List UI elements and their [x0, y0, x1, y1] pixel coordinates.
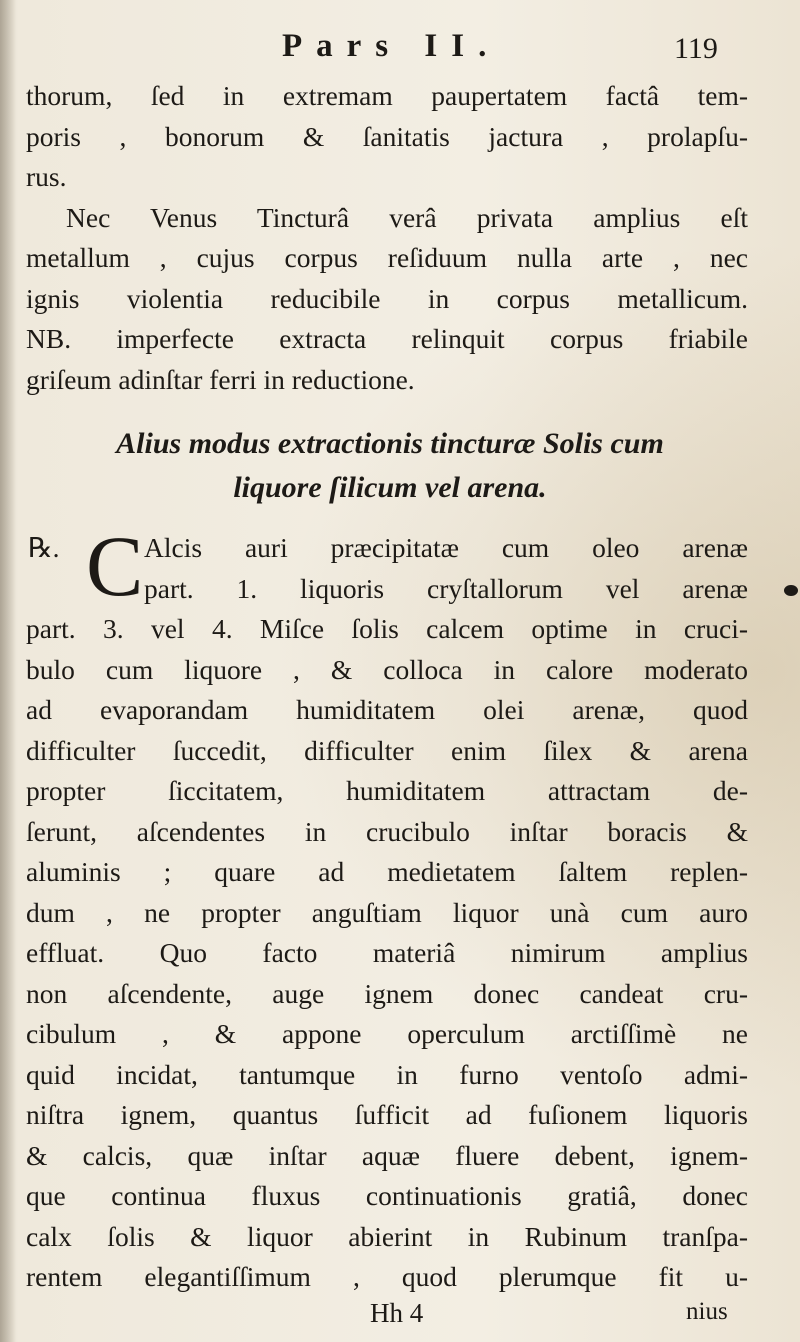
- heading-line-2: liquore ſilicum vel arena.: [233, 471, 547, 504]
- text-line: ſerunt, aſcendentes in crucibulo inſtar boracis &: [26, 815, 748, 847]
- text-line: NB. imperfecte extracta relinquit corpus friabile: [26, 323, 748, 354]
- recipe-opening: [26, 518, 748, 614]
- text-line: rentem elegantiſſimum , quod plerumque fit u-: [26, 1261, 748, 1292]
- catchword: nius: [686, 1298, 728, 1325]
- text-line: poris , bonorum & ſanitatis jactura , prolapſu-: [26, 120, 748, 152]
- text-line: ignis violentia reducibile in corpus metallicum.: [26, 282, 748, 314]
- text-line: Nec Venus Tincturâ verâ privata amplius eſt: [66, 201, 748, 233]
- recipe-paragraph: [26, 518, 748, 1298]
- text-line: aluminis ; quare ad medietatem ſaltem replen-: [26, 856, 748, 887]
- text-line: Alcis auri præcipitatæ cum oleo arenæ: [144, 532, 748, 563]
- text-line: cibulum , & appone operculum arctiſſimè ne: [26, 1018, 748, 1049]
- ink-blot: [784, 585, 798, 596]
- paragraph-venus: [26, 198, 748, 401]
- text-line: difficulter ſuccedit, difficulter enim ſilex & arena: [26, 734, 748, 766]
- heading-line-1: Alius modus extractionis tincturæ Solis cum: [116, 427, 664, 460]
- text-line: propter ſiccitatem, humiditatem attractam de-: [26, 775, 748, 806]
- text-line: griſeum adinſtar ferri in reductione.: [26, 363, 415, 395]
- page-number: 119: [674, 32, 718, 65]
- text-line: part. 1. liquoris cryſtallorum vel arenæ: [144, 572, 748, 604]
- paragraph-continuation: [26, 76, 748, 198]
- text-line: metallum , cujus corpus reſiduum nulla arte , nec: [26, 242, 748, 273]
- text-line: niſtra ignem, quantus ſufficit ad fuſionem liquoris: [26, 1099, 748, 1130]
- recipe-symbol: ℞.: [28, 532, 60, 563]
- text-line: calx ſolis & liquor abierint in Rubinum tranſpa-: [26, 1220, 748, 1252]
- text-line: que continua fluxus continuationis gratiâ, donec: [26, 1180, 748, 1211]
- text-line: non aſcendente, auge ignem donec candeat cru-: [26, 977, 748, 1009]
- text-line: & calcis, quæ inſtar aquæ fluere debent, ignem-: [26, 1139, 748, 1171]
- text-line: bulo cum liquore , & colloca in calore moderato: [26, 653, 748, 685]
- text-line: rus.: [26, 161, 67, 192]
- running-head-title: Pars II.: [282, 28, 501, 64]
- signature-mark: Hh 4: [370, 1298, 424, 1328]
- drop-cap: C: [86, 518, 144, 614]
- text-line: ad evaporandam humiditatem olei arenæ, quod: [26, 694, 748, 725]
- gutter-shadow: [0, 0, 16, 1342]
- text-line: quid incidat, tantumque in furno ventoſo admi-: [26, 1058, 748, 1090]
- section-heading: [40, 422, 740, 510]
- text-line: part. 3. vel 4. Miſce ſolis calcem optime in cruci-: [26, 613, 748, 644]
- text-line: dum , ne propter anguſtiam liquor unà cum auro: [26, 896, 748, 928]
- text-line: effluat. Quo facto materiâ nimirum amplius: [26, 937, 748, 968]
- running-head: [0, 22, 800, 72]
- text-line: thorum, ſed in extremam paupertatem factâ tem-: [26, 80, 748, 111]
- text-block-top: [26, 76, 748, 400]
